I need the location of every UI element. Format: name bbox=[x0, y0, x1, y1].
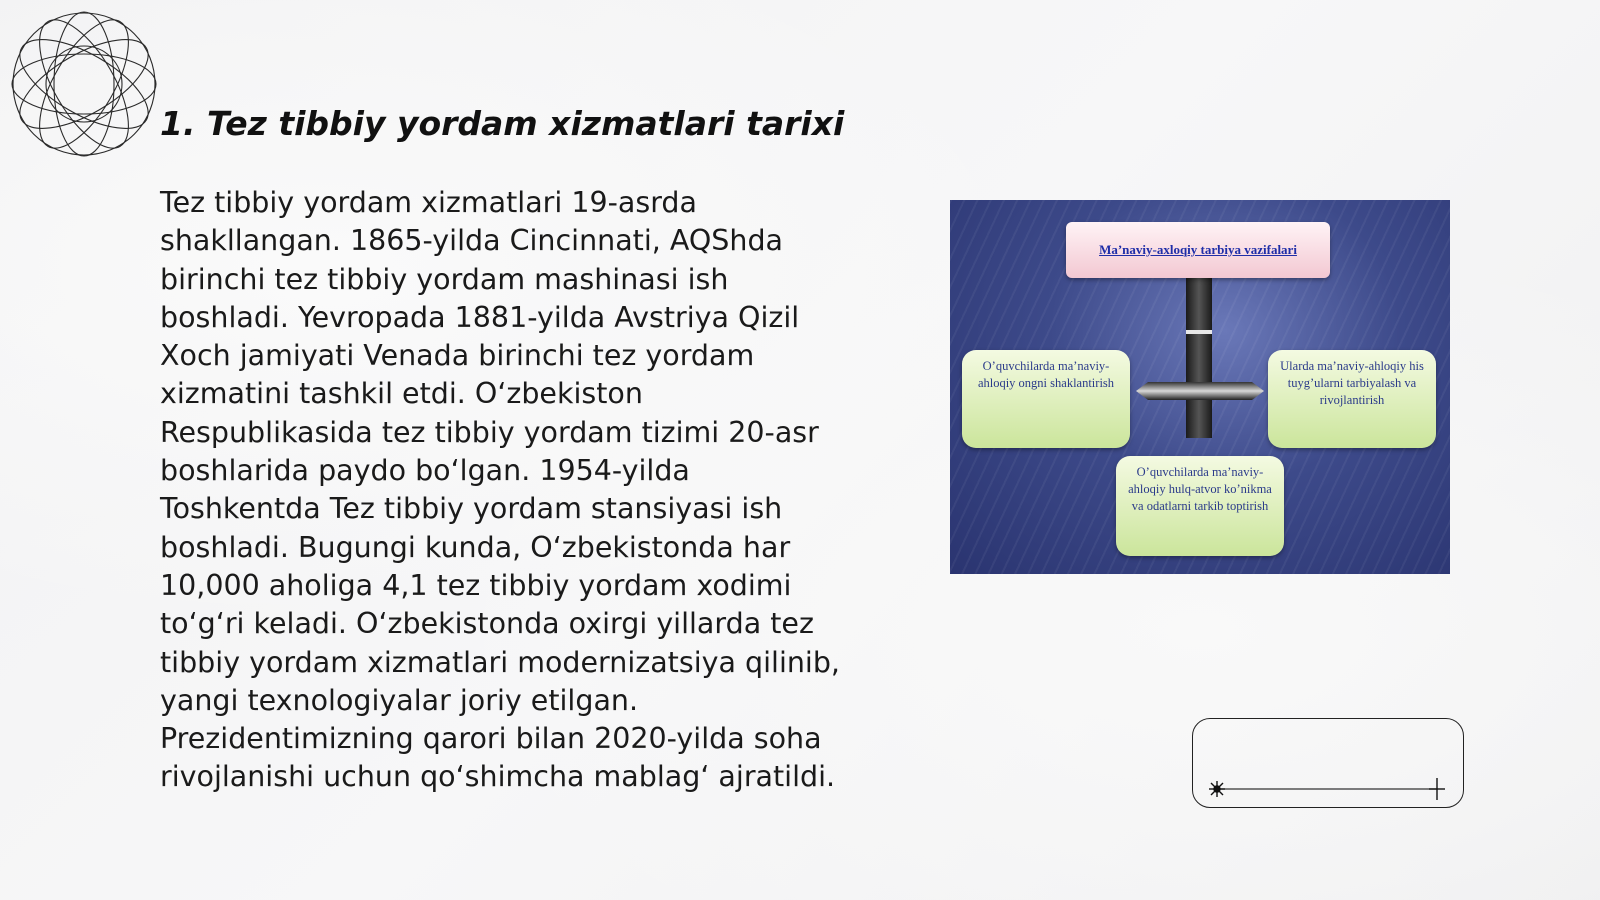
plus-icon bbox=[1429, 778, 1445, 800]
diagram-box-right: Ularda ma’naviy-ahloqiy his tuyg’ularni tarbiyalash va rivojlantirish bbox=[1268, 350, 1436, 448]
slide-progress-widget[interactable] bbox=[1192, 718, 1464, 808]
slide-title: 1. Tez tibbiy yordam xizmatlari tarixi bbox=[160, 104, 845, 143]
sparkle-icon bbox=[1209, 781, 1225, 797]
body-paragraph: Tez tibbiy yordam xizmatlari 19-asrda shakllangan. 1865-yilda Cincinnati, AQShda birinchi tez tibbiy yordam mashinasi ish boshladi. Yevropada 1881-yilda Avstriya Qizil Xoch jamiyati Venada birinchi tez yordam xizmatini tashkil etdi. O‘zbekiston Respublikasida tez tibbiy yordam tizimi 20-asr boshlarida paydo bo‘lgan. 1954-yilda Toshkentda Tez tibbiy yordam stansiyasi ish boshladi. Bugungi kunda, O‘zbekistonda har 10,000 aholiga 4,1 tez tibbiy yordam xodimi to‘g‘ri keladi. O‘zbekistonda oxirgi yillarda tez tibbiy yordam xizmatlari modernizatsiya qilinib, yangi texnologiyalar joriy etilgan. Prezidentimizning qarori bilan 2020-yilda soha rivojlanishi uchun qo‘shimcha mablag‘ ajratildi. bbox=[160, 186, 840, 794]
diagram-box-bottom: O’quvchilarda ma’naviy-ahloqiy hulq-atvor ko’nikma va odatlarni tarkib toptirish bbox=[1116, 456, 1284, 556]
diagram-box-left: O’quvchilarda ma’naviy-ahloqiy ongni shaklantirish bbox=[962, 350, 1130, 448]
diagram-title-box bbox=[1066, 222, 1330, 278]
geometric-circles-logo bbox=[10, 10, 158, 158]
diagram-title-link[interactable]: Ma’naviy-axloqiy tarbiya vazifalari bbox=[1099, 242, 1297, 257]
moral-education-diagram bbox=[950, 200, 1450, 574]
